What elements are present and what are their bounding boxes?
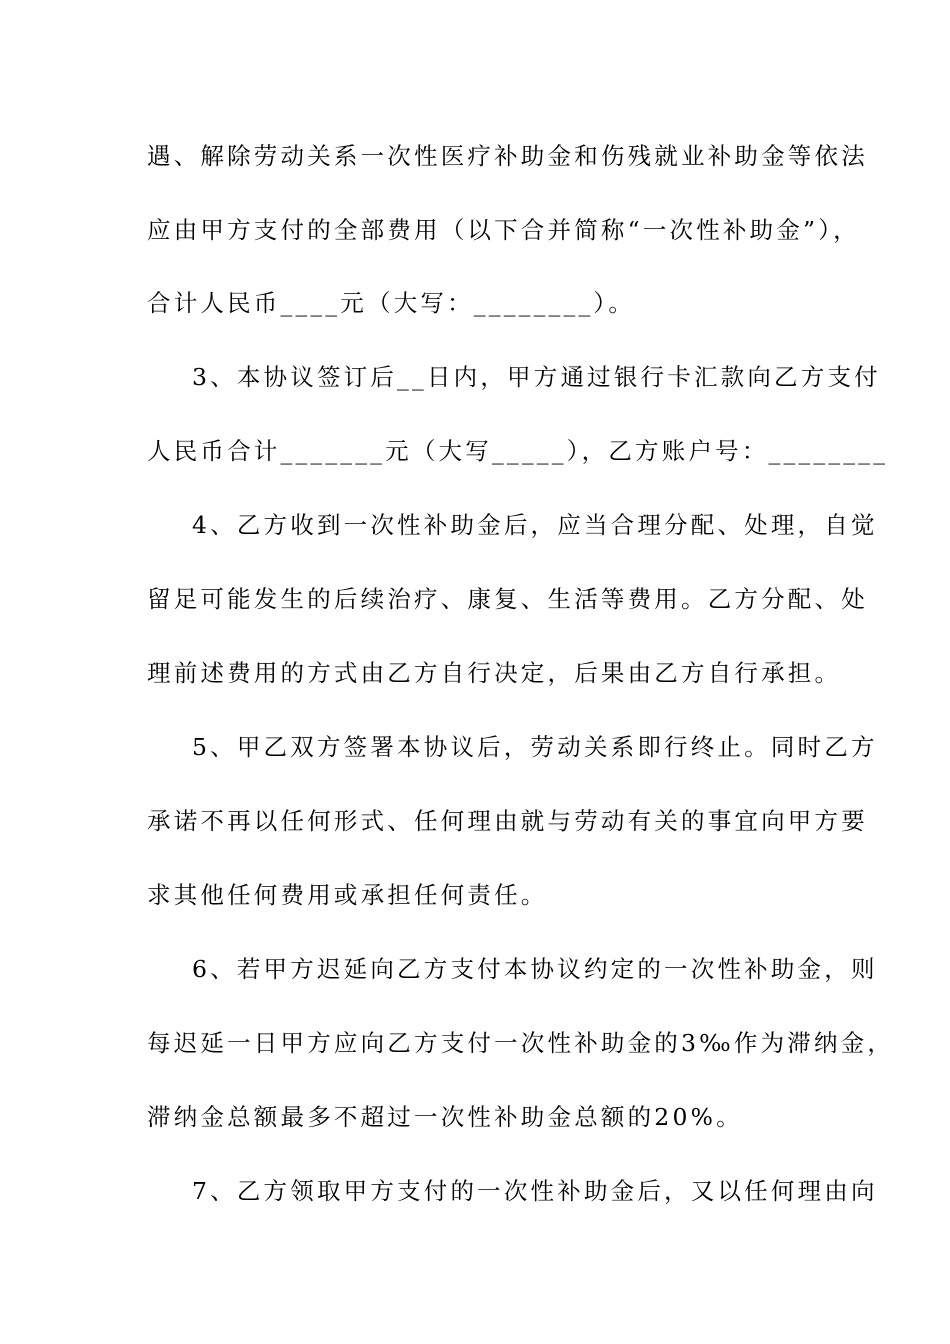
clause-6-line-3: 滞纳金总额最多不超过一次性补助金总额的20%。 (147, 1103, 743, 1131)
clause-5-line-2: 承诺不再以任何形式、任何理由就与劳动有关的事宜向甲方要 (147, 807, 868, 835)
clause-5-line-3: 求其他任何费用或承担任何责任。 (147, 881, 548, 909)
clause-4-line-2: 留足可能发生的后续治疗、康复、生活等费用。乙方分配、处 (147, 585, 868, 613)
clause-6-line-2: 每迟延一日甲方应向乙方支付一次性补助金的3‰作为滞纳金， (147, 1029, 895, 1057)
text-line-1: 遇、解除劳动关系一次性医疗补助金和伤残就业补助金等依法 (147, 142, 868, 170)
text-line-3: 合计人民币____元（大写：________）。 (147, 289, 636, 317)
clause-5-line-1: 5、甲乙双方签署本协议后，劳动关系即行终止。同时乙方 (192, 733, 878, 761)
clause-3-line-1: 3、本协议签订后__日内，甲方通过银行卡汇款向乙方支付 (192, 363, 881, 391)
text-line-2: 应由甲方支付的全部费用（以下合并简称“一次性补助金”）， (147, 216, 860, 244)
clause-4-line-3: 理前述费用的方式由乙方自行决定，后果由乙方自行承担。 (147, 659, 842, 687)
clause-7-line-1: 7、乙方领取甲方支付的一次性补助金后，又以任何理由向 (192, 1177, 878, 1205)
clause-6-line-1: 6、若甲方迟延向乙方支付本协议约定的一次性补助金，则 (192, 955, 878, 983)
clause-3-line-2: 人民币合计_______元（大写_____），乙方账户号：________ (147, 437, 889, 465)
clause-4-line-1: 4、乙方收到一次性补助金后，应当合理分配、处理，自觉 (192, 511, 878, 539)
